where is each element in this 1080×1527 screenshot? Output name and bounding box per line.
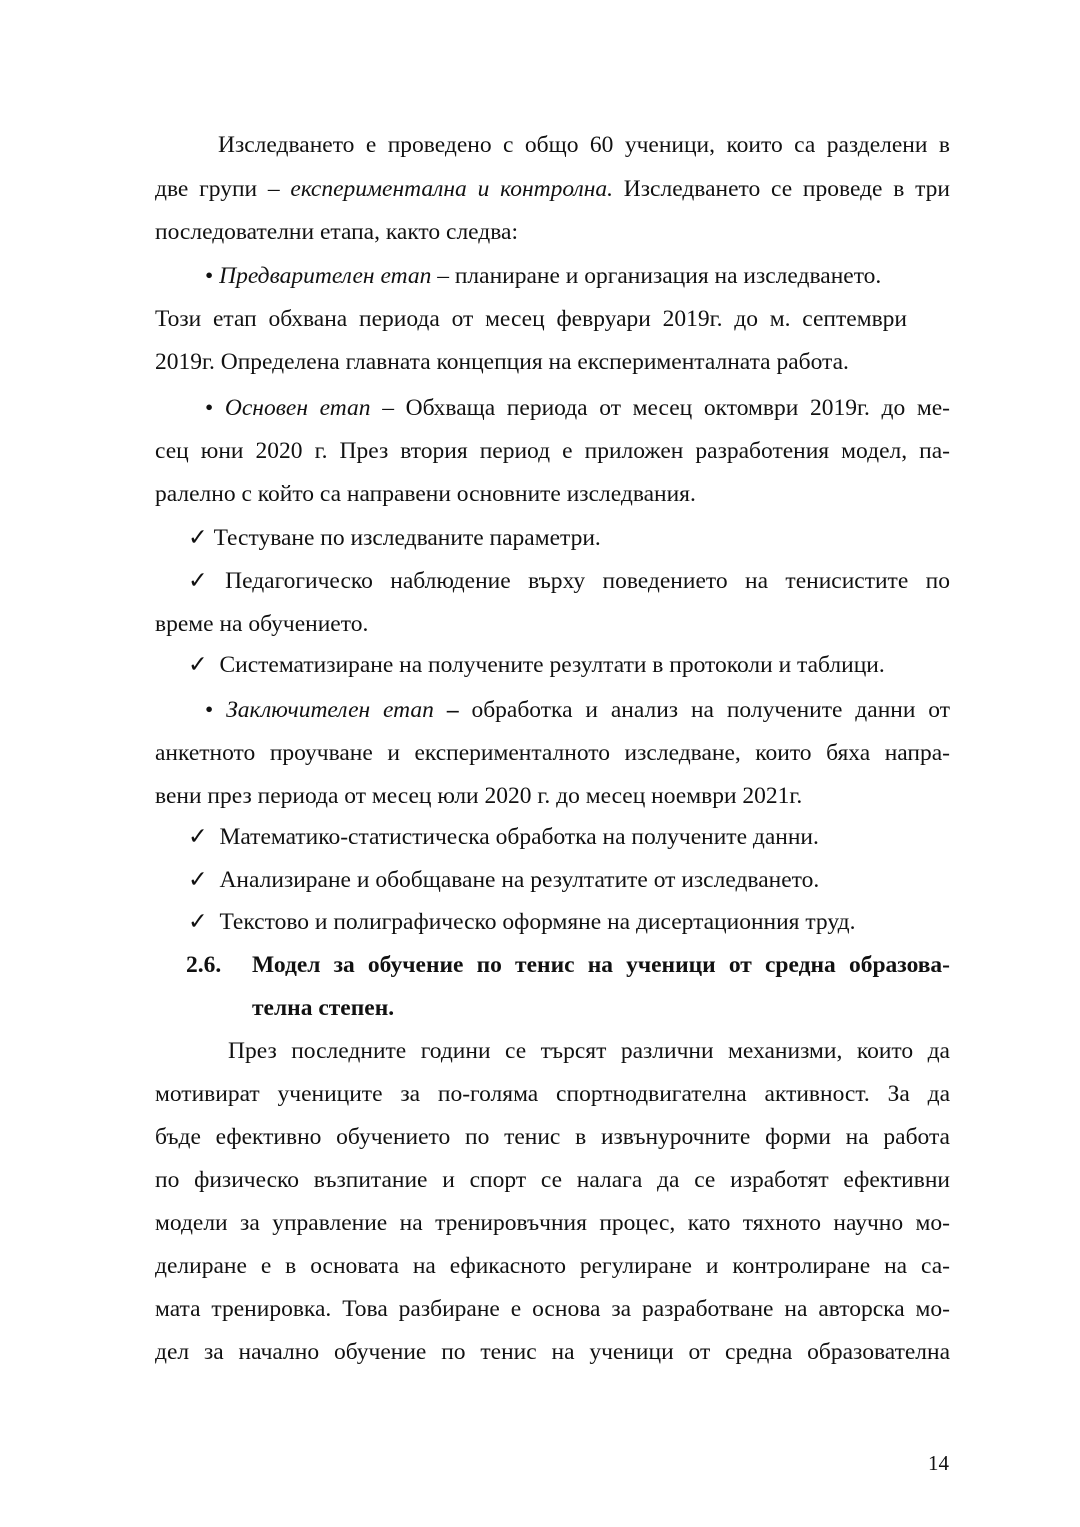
para2-line: мата тренировка. Това разбиране е основа за разработване на авторска мо- [155,1296,950,1322]
stage3-line3: вени през периода от месец юли 2020 г. до месец ноември 2021г. [155,783,803,809]
check-item [188,523,950,553]
bullet-icon: • [205,395,214,421]
stage2-line2: сец юни 2020 г. През втория период е приложен разработения модел, па- [155,438,950,464]
para2-line: по физическо възпитание и спорт се налага да се изработят ефективни [155,1167,950,1193]
stage3-line1-rest: обработка и анализ на получените данни от [458,697,951,723]
check-item-text: Математико-статистическа обработка на получените данни. [219,824,819,850]
check-item-text: Педагогическо наблюдение върху поведението на тенисистите по [225,568,950,594]
checkmark-icon: ✓ [188,652,208,678]
check-item-text: Анализиране и обобщаване на резултатите от изследването. [219,867,820,893]
bullet-icon: • [205,263,214,289]
checkmark-icon: ✓ [188,568,208,594]
groups-italic: експериментална и контролна. [290,176,614,202]
stage1-line2: Този етап обхвана периода от месец февруари 2019г. до м. септември [155,306,907,332]
stage2-line3: ралелно с който са направени основните изследвания. [155,481,696,507]
check-item [188,865,950,895]
check-item [188,822,950,852]
checkmark-icon: ✓ [188,867,208,893]
check-item [188,907,950,937]
check-item-text: Тестуване по изследваните параметри. [213,525,601,551]
para2-line: дел за начално обучение по тенис на ученици от средна образователна [155,1339,950,1365]
stage3-title: Заключителен етап [226,697,434,723]
para1-line2-start: две групи – [155,176,291,202]
section-heading-line1: Модел за обучение по тенис на ученици от средна образова- [252,952,950,978]
para2-line: делиране е в основата на ефикасното регулиране и контролиране на са- [155,1253,950,1279]
para2-line: През последните години се търсят различни механизми, които да [228,1038,950,1064]
checkmark-icon: ✓ [188,909,208,935]
stage3-line1 [205,695,950,725]
bullet-icon: • [205,697,214,723]
check-item-text: Текстово и полиграфическо оформяне на дисертационния труд. [219,909,856,935]
stage2-line1 [205,393,950,423]
para2-line: бъде ефективно обучението по тенис в извънурочните форми на работа [155,1124,950,1150]
stage3-dash: – [433,697,459,723]
stage2-title: Основен етап [224,395,371,421]
checkmark-icon: ✓ [188,525,208,551]
checkmark-icon: ✓ [188,824,208,850]
stage3-line2: анкетното проучване и експерименталното изследване, които бяха напра- [155,740,950,766]
check-item [188,650,950,680]
para1-line2 [155,174,950,204]
check-item [188,566,950,596]
para2-line: мотивират учениците за по-голяма спортнодвигателна активност. За да [155,1081,950,1107]
para1-line2-end: Изследването се проведе в три [613,176,951,202]
para2-line: модели за управление на тренировъчния процес, като тяхното научно мо- [155,1210,950,1236]
check-item-continuation: време на обучението. [155,611,369,637]
para1-line3: последователни етапа, както следва: [155,219,518,245]
section-heading-line2: телна степен. [252,995,395,1021]
check-item-text: Систематизиране на получените резултати в протоколи и таблици. [219,652,885,678]
stage1-line1 [205,261,950,291]
stage1-line3: 2019г. Определена главната концепция на експерименталната работа. [155,349,849,375]
stage1-line1-rest: – планиране и организация на изследването. [431,263,882,289]
stage2-line1-rest: – Обхваща периода от месец октомври 2019г. до ме- [370,395,951,421]
para1-line1: Изследването е проведено с общо 60 ученици, които са разделени в [218,132,950,158]
section-number: 2.6. [186,952,222,978]
stage1-title: Предварителен етап [219,263,432,289]
page-number: 14 [928,1451,949,1475]
